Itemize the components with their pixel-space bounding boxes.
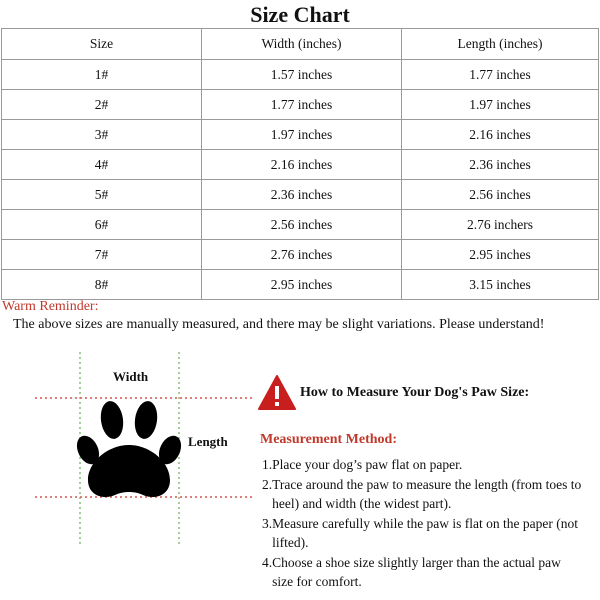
list-item bbox=[262, 514, 582, 553]
table-row bbox=[2, 90, 599, 120]
cell-length: 2.36 inches bbox=[402, 150, 599, 180]
cell-width: 2.56 inches bbox=[202, 210, 402, 240]
cell-length: 2.56 inches bbox=[402, 180, 599, 210]
step-number: 4. bbox=[262, 554, 273, 570]
cell-size: 6# bbox=[2, 210, 202, 240]
page-title: Size Chart bbox=[250, 2, 350, 27]
cell-width: 1.97 inches bbox=[202, 120, 402, 150]
cell-size: 8# bbox=[2, 270, 202, 300]
measurement-steps bbox=[262, 455, 582, 592]
cell-length: 2.16 inches bbox=[402, 120, 599, 150]
cell-width: 2.36 inches bbox=[202, 180, 402, 210]
measurement-method-label: Measurement Method: bbox=[260, 432, 397, 447]
cell-width: 1.77 inches bbox=[202, 90, 402, 120]
cell-length: 2.95 inches bbox=[402, 240, 599, 270]
cell-size: 1# bbox=[2, 60, 202, 90]
width-label: Width bbox=[113, 369, 149, 384]
cell-size: 2# bbox=[2, 90, 202, 120]
table-header-row bbox=[2, 29, 599, 60]
how-to-measure-title: How to Measure Your Dog's Paw Size: bbox=[300, 385, 530, 400]
list-item bbox=[262, 475, 582, 514]
cell-length: 2.76 inchers bbox=[402, 210, 599, 240]
table-row bbox=[2, 150, 599, 180]
header-length: Length (inches) bbox=[402, 29, 599, 60]
step-text: Place your dog’s paw flat on paper. bbox=[272, 457, 463, 472]
table-row bbox=[2, 120, 599, 150]
header-width: Width (inches) bbox=[202, 29, 402, 60]
cell-width: 2.95 inches bbox=[202, 270, 402, 300]
cell-size: 7# bbox=[2, 240, 202, 270]
cell-size: 5# bbox=[2, 180, 202, 210]
cell-length: 3.15 inches bbox=[402, 270, 599, 300]
length-label: Length bbox=[188, 434, 228, 449]
step-text: Trace around the paw to measure the length (from toes to heel) and width (the widest part). bbox=[272, 476, 582, 511]
list-item bbox=[262, 553, 582, 592]
warning-triangle-icon bbox=[258, 374, 296, 412]
table-row bbox=[2, 60, 599, 90]
table-row bbox=[2, 210, 599, 240]
table-row bbox=[2, 270, 599, 300]
cell-width: 2.76 inches bbox=[202, 240, 402, 270]
step-number: 3. bbox=[262, 515, 273, 531]
step-text: Choose a shoe size slightly larger than the actual paw size for comfort. bbox=[272, 554, 561, 589]
list-item bbox=[262, 455, 582, 475]
warm-reminder-label: Warm Reminder: bbox=[2, 299, 99, 314]
step-text: Measure carefully while the paw is flat on the paper (not lifted). bbox=[272, 515, 579, 550]
cell-width: 2.16 inches bbox=[202, 150, 402, 180]
header-size: Size bbox=[2, 29, 202, 60]
cell-width: 1.57 inches bbox=[202, 60, 402, 90]
cell-size: 3# bbox=[2, 120, 202, 150]
table-row bbox=[2, 180, 599, 210]
cell-length: 1.97 inches bbox=[402, 90, 599, 120]
table-row bbox=[2, 240, 599, 270]
cell-size: 4# bbox=[2, 150, 202, 180]
step-number: 2. bbox=[262, 476, 273, 492]
cell-length: 1.77 inches bbox=[402, 60, 599, 90]
step-number: 1. bbox=[262, 457, 273, 472]
warm-reminder-text: The above sizes are manually measured, and there may be slight variations. Please understand! bbox=[13, 317, 545, 332]
paw-print-icon bbox=[73, 400, 186, 497]
size-table bbox=[1, 28, 599, 300]
